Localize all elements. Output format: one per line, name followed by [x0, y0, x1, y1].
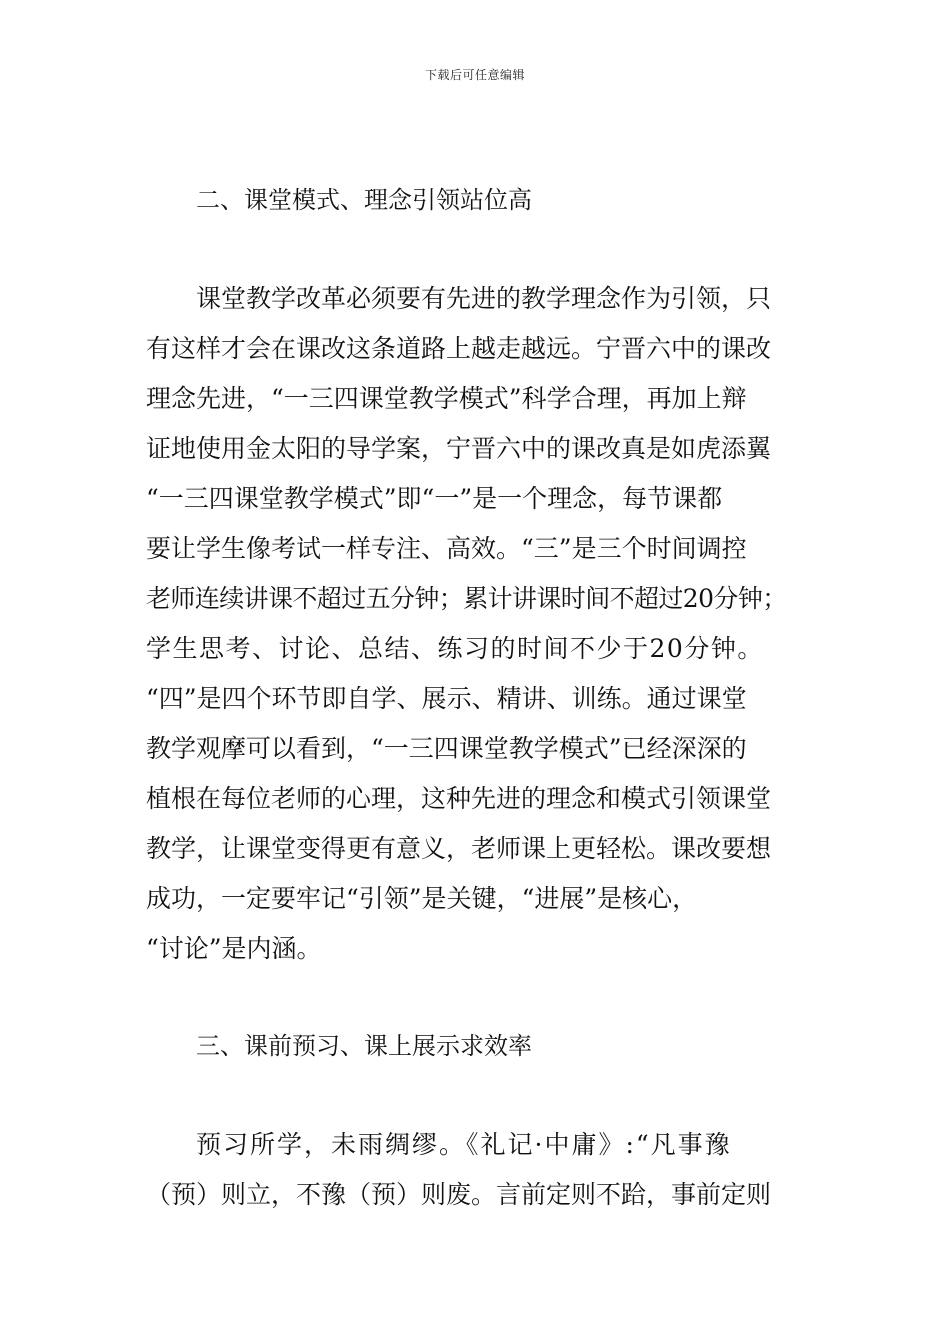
- paragraph-line: 成功，一定要牢记“引领”是关键，“进展”是核心，: [146, 884, 698, 913]
- paragraph-line: 学生思考、讨论、总结、练习的时间不少于20分钟。: [146, 634, 764, 663]
- page-header-note: 下载后可任意编辑: [424, 68, 525, 82]
- paragraph-line: 有这样才会在课改这条道路上越走越远。宁晋六中的课改: [146, 334, 772, 363]
- paragraph-line: “讨论”是内涵。: [146, 934, 322, 963]
- paragraph-line: 要让学生像考试一样专注、高效。“三”是三个时间调控: [146, 534, 747, 563]
- paragraph-line: 课堂教学改革必须要有先进的教学理念作为引领，只: [196, 284, 772, 313]
- section-heading-3: 三、课前预习、课上展示求效率: [196, 1032, 532, 1060]
- paragraph-line: 植根在每位老师的心理，这种先进的理念和模式引领课堂: [146, 784, 772, 813]
- paragraph-line: “一三四课堂教学模式”即“一”是一个理念，每节课都: [146, 484, 723, 513]
- paragraph-line: 预习所学，未雨绸缪。《礼记·中庸》:“凡事豫: [196, 1130, 732, 1159]
- paragraph-line: 教学，让课堂变得更有意义，老师课上更轻松。课改要想: [146, 834, 772, 863]
- section-heading-2: 二、课堂模式、理念引领站位高: [196, 186, 532, 214]
- paragraph-line: 证地使用金太阳的导学案，宁晋六中的课改真是如虎添翼: [146, 434, 772, 463]
- paragraph-line: 老师连续讲课不超过五分钟；累计讲课时间不超过20分钟；: [146, 584, 787, 613]
- paragraph-line: 教学观摩可以看到，“一三四课堂教学模式”已经深深的: [146, 734, 747, 763]
- section-2-paragraph: [146, 274, 810, 974]
- paragraph-line: 理念先进，“一三四课堂教学模式”科学合理，再加上辩: [146, 384, 747, 413]
- section-3-paragraph: [146, 1120, 810, 1220]
- paragraph-line: （预）则立，不豫（预）则废。言前定则不跲，事前定则: [146, 1180, 772, 1209]
- paragraph-line: “四”是四个环节即自学、展示、精讲、训练。通过课堂: [146, 684, 747, 713]
